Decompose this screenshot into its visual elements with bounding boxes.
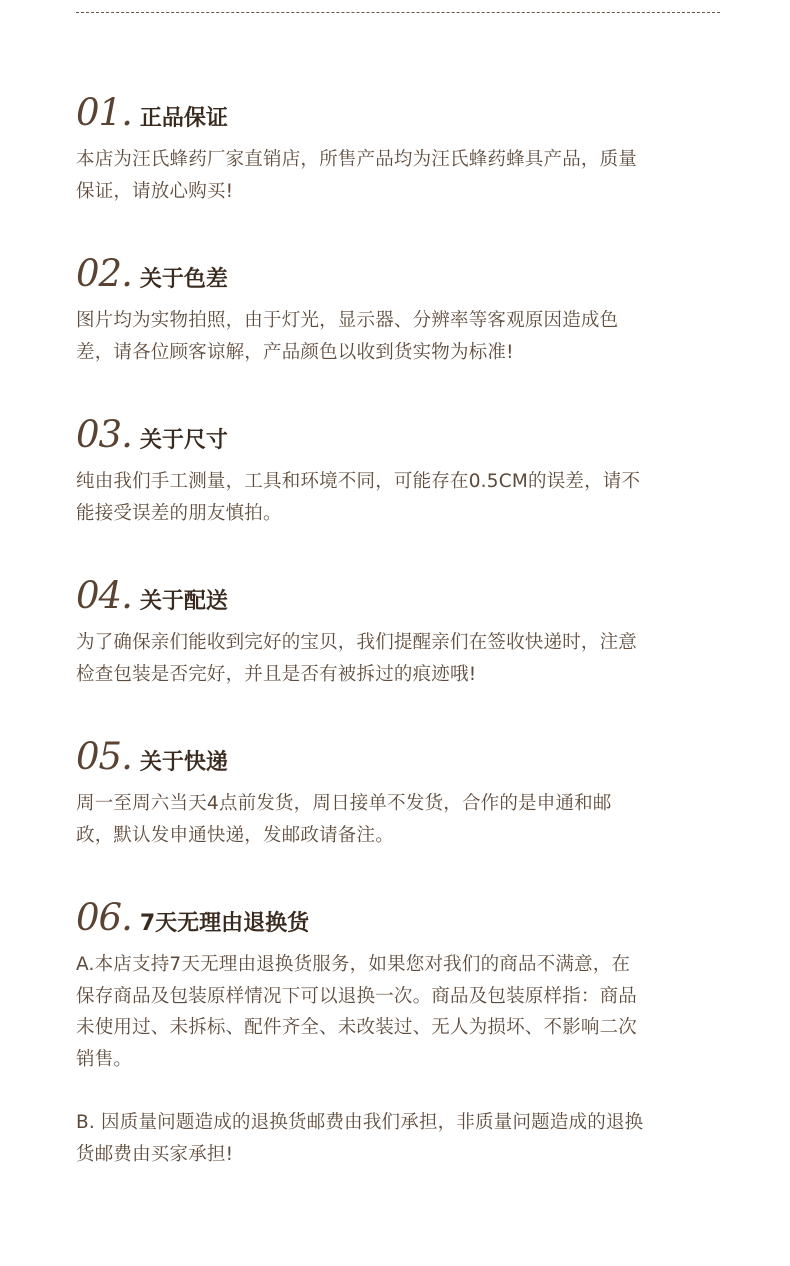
section-title: 正品保证 <box>139 106 228 131</box>
section-title: 关于色差 <box>139 267 228 292</box>
section-text: A.本店支持7天无理由退换货服务，如果您对我们的商品不满意，在 保存商品及包装原样情况下可以退换一次。商品及包装原样指：商品 未使用过、未拆标、配件齐全、未改装过、无人为损坏、不影响二次 销售。 <box>76 954 638 1070</box>
section-title: 关于尺寸 <box>139 428 228 453</box>
section-number: 03. <box>76 413 132 456</box>
section-number: 04. <box>76 574 132 617</box>
section-number: 01. <box>76 91 132 134</box>
section-number: 05. <box>76 735 132 778</box>
section-text: 图片均为实物拍照，由于灯光，显示器、分辨率等客观原因造成色 差，请各位顾客谅解，产品颜色以收到货实物为标准! <box>76 310 619 363</box>
section-color-difference <box>76 251 726 368</box>
section-title: 7天无理由退换货 <box>139 911 310 936</box>
section-title: 关于快递 <box>139 750 228 775</box>
section-text: 纯由我们手工测量，工具和环境不同，可能存在0.5CM的误差，请不 能接受误差的朋友慎拍。 <box>76 471 641 524</box>
section-text: 为了确保亲们能收到完好的宝贝，我们提醒亲们在签收快递时，注意 检查包装是否完好，并且是否有被拆过的痕迹哦! <box>76 632 638 685</box>
section-header <box>76 895 726 941</box>
section-express <box>76 734 726 851</box>
section-text-b: B. 因质量问题造成的退换货邮费由我们承担，非质量问题造成的退换 货邮费由买家承担! <box>76 1112 644 1165</box>
section-header <box>76 251 726 297</box>
section-header <box>76 734 726 780</box>
top-dashed-divider <box>76 12 720 13</box>
section-delivery <box>76 573 726 690</box>
section-header <box>76 573 726 619</box>
section-number: 06. <box>76 896 132 939</box>
section-authentic-guarantee <box>76 90 726 207</box>
section-text: 周一至周六当天4点前发货，周日接单不发货，合作的是申通和邮 政，默认发申通快递，发邮政请备注。 <box>76 793 612 846</box>
section-size <box>76 412 726 529</box>
section-header <box>76 412 726 458</box>
section-return-policy <box>76 895 726 1170</box>
section-number: 02. <box>76 252 132 295</box>
section-text: 本店为汪氏蜂药厂家直销店，所售产品均为汪氏蜂药蜂具产品，质量 保证，请放心购买! <box>76 149 638 202</box>
section-title: 关于配送 <box>139 589 228 614</box>
section-header <box>76 90 726 136</box>
